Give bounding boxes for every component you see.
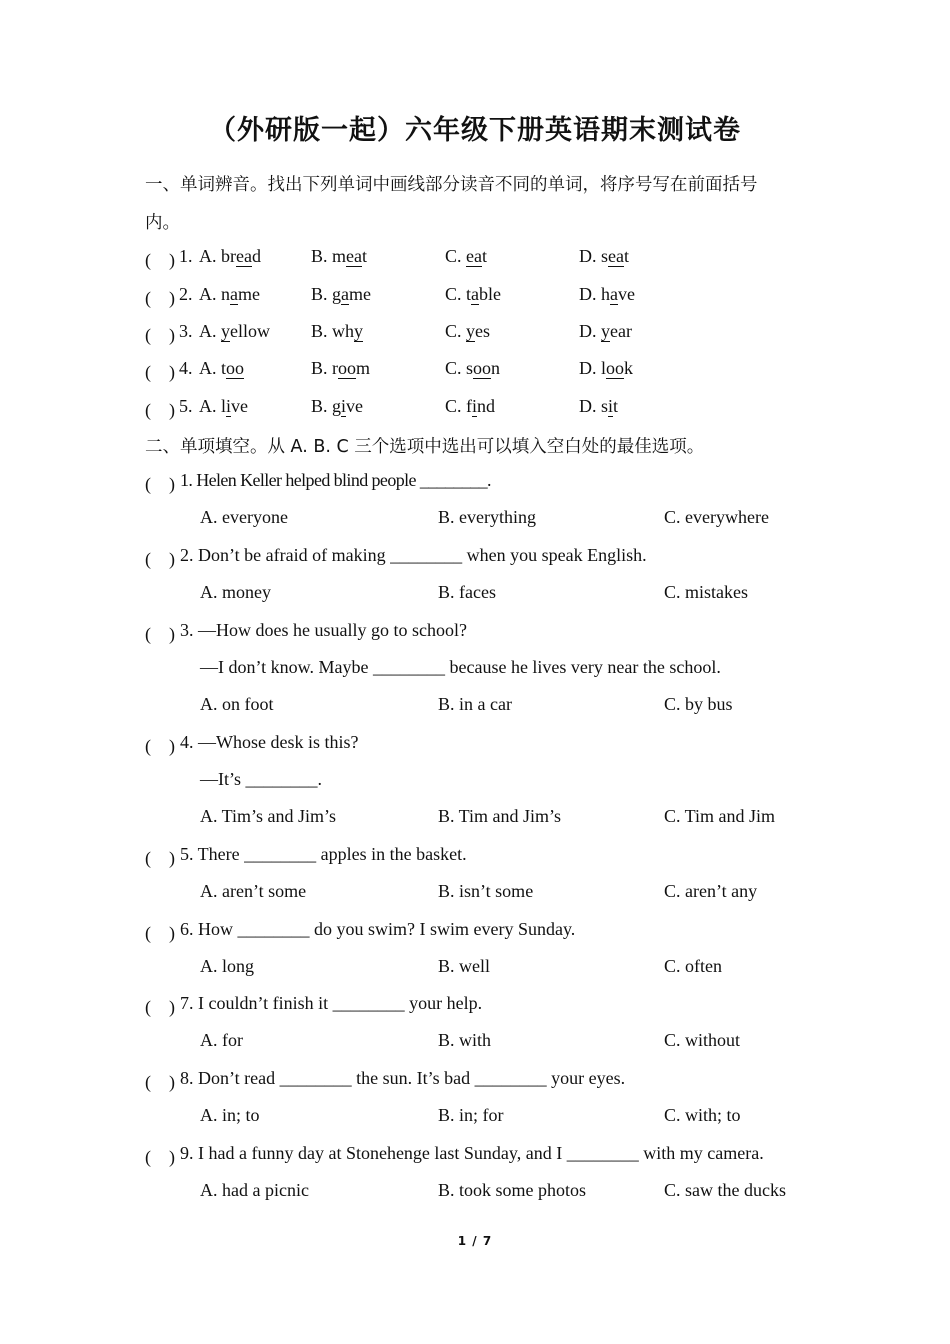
page-number: 1 / 7 bbox=[457, 1234, 493, 1248]
underlined-letters: ea bbox=[608, 246, 624, 266]
question-stem: 6. How ________ do you swim? I swim every Sunday. bbox=[180, 919, 576, 939]
word-suffix: ellow bbox=[230, 321, 270, 341]
question-reply-line: —It’s ________. bbox=[200, 769, 323, 789]
answer-bracket[interactable]: ( ) bbox=[145, 848, 175, 868]
word-prefix: D. s bbox=[579, 396, 609, 416]
word-prefix: C. t bbox=[445, 284, 472, 304]
answer-option-a: A. had a picnic bbox=[200, 1180, 309, 1200]
word-suffix: me bbox=[238, 284, 260, 304]
word-option-d bbox=[579, 284, 635, 305]
question-stem: 8. Don’t read ________ the sun. It’s bad ________ your eyes. bbox=[180, 1068, 626, 1088]
answer-option-c: C. without bbox=[664, 1030, 741, 1050]
question-stem: 7. I couldn’t finish it ________ your help. bbox=[180, 993, 483, 1013]
section2-heading: 二、单项填空。从 A. B. C 三个选项中选出可以填入空白处的最佳选项。 bbox=[145, 437, 705, 457]
answer-option-b: B. Tim and Jim’s bbox=[438, 806, 562, 826]
word-prefix: B. g bbox=[311, 284, 342, 304]
word-option-c bbox=[445, 358, 500, 379]
underlined-letters: i bbox=[341, 396, 347, 416]
answer-bracket[interactable]: ( ) bbox=[145, 1072, 175, 1092]
word-option-a bbox=[199, 321, 270, 342]
answer-option-c: C. with; to bbox=[664, 1105, 741, 1125]
question-stem: 3. —How does he usually go to school? bbox=[180, 620, 467, 640]
answer-bracket[interactable]: ( ) bbox=[145, 325, 175, 345]
word-prefix: A. t bbox=[199, 358, 226, 378]
word-suffix: k bbox=[624, 358, 633, 378]
answer-bracket[interactable]: ( ) bbox=[145, 474, 175, 494]
question-stem: 9. I had a funny day at Stonehenge last Sunday, and I ________ with my camera. bbox=[180, 1143, 764, 1163]
page-title: （外研版一起）六年级下册英语期末测试卷 bbox=[209, 115, 741, 146]
answer-bracket[interactable]: ( ) bbox=[145, 736, 175, 756]
word-question-row bbox=[145, 396, 825, 422]
answer-option-a: A. for bbox=[200, 1030, 243, 1050]
word-prefix: B. r bbox=[311, 358, 338, 378]
answer-option-a: A. in; to bbox=[200, 1105, 260, 1125]
question-stem: 1. Helen Keller helped blind people ________. bbox=[180, 470, 491, 490]
underlined-letters: oo bbox=[338, 358, 356, 378]
answer-bracket[interactable]: ( ) bbox=[145, 549, 175, 569]
word-option-c bbox=[445, 396, 495, 417]
answer-option-c: C. saw the ducks bbox=[664, 1180, 786, 1200]
word-prefix: A. l bbox=[199, 396, 226, 416]
word-option-a bbox=[199, 358, 244, 379]
underlined-letters: oo bbox=[606, 358, 624, 378]
word-question-row bbox=[145, 246, 825, 272]
word-option-a bbox=[199, 284, 260, 305]
word-suffix: t bbox=[482, 246, 488, 266]
answer-option-c: C. mistakes bbox=[664, 582, 748, 602]
word-option-a bbox=[199, 246, 261, 267]
answer-bracket[interactable]: ( ) bbox=[145, 400, 175, 420]
word-suffix: ve bbox=[618, 284, 635, 304]
word-option-c bbox=[445, 284, 501, 305]
underlined-letters: a bbox=[610, 284, 618, 304]
answer-option-a: A. money bbox=[200, 582, 271, 602]
underlined-letters: ea bbox=[346, 246, 362, 266]
underlined-letters: y bbox=[354, 321, 364, 341]
answer-option-b: B. in; for bbox=[438, 1105, 504, 1125]
word-option-b bbox=[311, 321, 363, 342]
question-stem: 5. There ________ apples in the basket. bbox=[180, 844, 467, 864]
question-number: 3. bbox=[179, 321, 193, 341]
answer-option-b: B. isn’t some bbox=[438, 881, 534, 901]
answer-bracket[interactable]: ( ) bbox=[145, 997, 175, 1017]
underlined-letters: i bbox=[608, 396, 614, 416]
answer-option-b: B. everything bbox=[438, 507, 536, 527]
underlined-letters: oo bbox=[473, 358, 492, 378]
word-prefix: C. s bbox=[445, 358, 474, 378]
underlined-letters: y bbox=[601, 321, 610, 341]
underlined-letters: y bbox=[466, 321, 476, 341]
answer-bracket[interactable]: ( ) bbox=[145, 923, 175, 943]
word-prefix: A. br bbox=[199, 246, 236, 266]
answer-option-c: C. everywhere bbox=[664, 507, 769, 527]
answer-bracket[interactable]: ( ) bbox=[145, 1147, 175, 1167]
answer-option-b: B. well bbox=[438, 956, 490, 976]
answer-option-a: A. on foot bbox=[200, 694, 274, 714]
word-prefix: D. l bbox=[579, 358, 606, 378]
word-suffix: n bbox=[491, 358, 501, 378]
answer-option-b: B. faces bbox=[438, 582, 496, 602]
word-question-row bbox=[145, 321, 825, 347]
answer-option-c: C. aren’t any bbox=[664, 881, 758, 901]
word-option-d bbox=[579, 321, 632, 342]
question-number: 2. bbox=[179, 284, 193, 304]
answer-bracket[interactable]: ( ) bbox=[145, 288, 175, 308]
word-prefix: B. g bbox=[311, 396, 342, 416]
word-option-d bbox=[579, 396, 618, 417]
answer-option-a: A. aren’t some bbox=[200, 881, 307, 901]
answer-option-b: B. with bbox=[438, 1030, 492, 1050]
answer-option-b: B. took some photos bbox=[438, 1180, 587, 1200]
underlined-letters: oo bbox=[226, 358, 244, 378]
word-option-b bbox=[311, 246, 367, 267]
word-suffix: t bbox=[624, 246, 630, 266]
word-option-b bbox=[311, 358, 370, 379]
word-question-row bbox=[145, 284, 825, 310]
underlined-letters: a bbox=[471, 284, 480, 304]
word-option-a bbox=[199, 396, 248, 417]
word-suffix: me bbox=[349, 284, 372, 304]
underlined-letters: a bbox=[230, 284, 238, 304]
word-suffix: t bbox=[613, 396, 619, 416]
question-stem: 2. Don’t be afraid of making ________ when you speak English. bbox=[180, 545, 647, 565]
underlined-letters: y bbox=[221, 321, 230, 341]
word-option-b bbox=[311, 396, 363, 417]
word-prefix: B. wh bbox=[311, 321, 355, 341]
word-option-d bbox=[579, 246, 629, 267]
answer-option-a: A. everyone bbox=[200, 507, 288, 527]
word-suffix: ear bbox=[610, 321, 632, 341]
word-question-row bbox=[145, 358, 825, 384]
word-prefix: D. bbox=[579, 321, 601, 341]
answer-option-c: C. by bus bbox=[664, 694, 733, 714]
word-option-c bbox=[445, 246, 487, 267]
underlined-letters: ea bbox=[236, 246, 252, 266]
word-suffix: es bbox=[475, 321, 491, 341]
answer-bracket[interactable]: ( ) bbox=[145, 624, 175, 644]
word-prefix: A. bbox=[199, 321, 221, 341]
answer-bracket[interactable]: ( ) bbox=[145, 362, 175, 382]
word-option-b bbox=[311, 284, 371, 305]
word-prefix: D. h bbox=[579, 284, 610, 304]
underlined-letters: a bbox=[341, 284, 350, 304]
word-prefix: C. f bbox=[445, 396, 472, 416]
word-suffix: t bbox=[362, 246, 368, 266]
answer-option-c: C. Tim and Jim bbox=[664, 806, 776, 826]
word-option-c bbox=[445, 321, 490, 342]
answer-option-a: A. Tim’s and Jim’s bbox=[200, 806, 337, 826]
word-prefix: B. m bbox=[311, 246, 347, 266]
word-option-d bbox=[579, 358, 633, 379]
word-suffix: m bbox=[356, 358, 371, 378]
question-number: 1. bbox=[179, 246, 193, 266]
section1-heading: 一、单词辨音。找出下列单词中画线部分读音不同的单词，将序号写在前面括号 bbox=[145, 175, 758, 195]
word-prefix: D. s bbox=[579, 246, 609, 266]
question-reply-line: —I don’t know. Maybe ________ because he lives very near the school. bbox=[200, 657, 721, 677]
question-number: 5. bbox=[179, 396, 193, 416]
word-prefix: C. bbox=[445, 246, 467, 266]
underlined-letters: ea bbox=[466, 246, 482, 266]
underlined-letters: i bbox=[226, 396, 232, 416]
word-suffix: nd bbox=[477, 396, 496, 416]
underlined-letters: i bbox=[472, 396, 478, 416]
answer-option-c: C. often bbox=[664, 956, 722, 976]
word-suffix: ve bbox=[231, 396, 249, 416]
word-prefix: C. bbox=[445, 321, 467, 341]
question-number: 4. bbox=[179, 358, 193, 378]
answer-option-a: A. long bbox=[200, 956, 254, 976]
answer-option-b: B. in a car bbox=[438, 694, 512, 714]
word-suffix: ble bbox=[479, 284, 502, 304]
answer-bracket[interactable]: ( ) bbox=[145, 250, 175, 270]
word-suffix: d bbox=[251, 246, 261, 266]
question-stem: 4. —Whose desk is this? bbox=[180, 732, 359, 752]
section1-heading-cont: 内。 bbox=[145, 213, 180, 233]
word-prefix: A. n bbox=[199, 284, 230, 304]
word-suffix: ve bbox=[346, 396, 364, 416]
